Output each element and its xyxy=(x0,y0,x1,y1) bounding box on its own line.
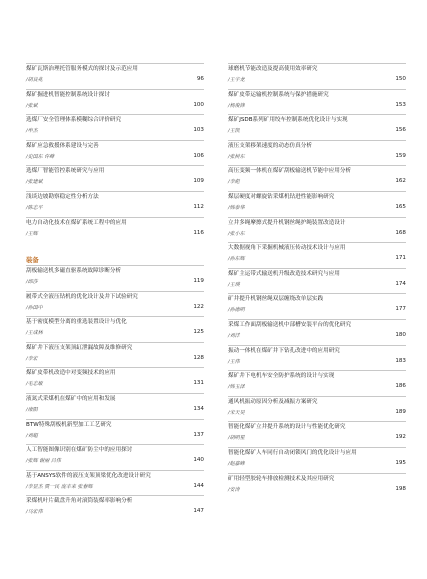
entry-page-number: 116 xyxy=(193,229,204,236)
entry-title: 矿用轻型胶轮车排放检测技术及其应用研究 xyxy=(228,475,335,482)
toc-entry[interactable] xyxy=(228,194,406,218)
entry-title: 煤矿主运带式输送机升级改造技术研究与应用 xyxy=(228,270,340,277)
entry-title: 球磨机节能改造及提高使用效率研究 xyxy=(228,66,318,72)
entry-title: 大数据视角下采掘机械液压传动技术设计与应用 xyxy=(228,245,346,252)
entry-divider xyxy=(26,114,204,115)
entry-authors: /马宏伟 xyxy=(26,509,43,516)
toc-entry[interactable] xyxy=(26,498,204,522)
entry-divider xyxy=(228,217,406,218)
entry-page-number: 106 xyxy=(193,152,204,159)
entry-title: 矿井提升机钢丝绳双层缠绕改单层实践 xyxy=(228,296,324,303)
entry-page-number: 156 xyxy=(395,127,406,134)
entry-page-number: 100 xyxy=(193,101,204,108)
entry-authors: /李显杰 贾一民 庞丰来 张春辉 xyxy=(26,483,93,490)
toc-entry[interactable] xyxy=(26,294,204,318)
entry-title: 煤矿皮带运输机控制系统与保护措施研究 xyxy=(228,91,329,98)
entry-authors: /张树东 xyxy=(228,153,245,160)
entry-divider xyxy=(228,319,406,320)
entry-authors: /史国东 许峰 xyxy=(26,153,55,160)
entry-page-number: 171 xyxy=(395,255,406,262)
entry-title: 履带式全液压钻机的优化设计及井下试验研究 xyxy=(26,293,138,300)
entry-authors: /王凯 xyxy=(228,128,240,135)
entry-authors: /李宏 xyxy=(26,355,38,362)
entry-title: 煤矿井下液压支架顶缸泄漏故障及维修研究 xyxy=(26,344,133,351)
entry-page-number: 144 xyxy=(193,482,204,489)
entry-page-number: 186 xyxy=(395,383,406,390)
section-heading-equipment: 装备 xyxy=(26,256,39,264)
toc-entry[interactable] xyxy=(228,399,406,423)
toc-entry[interactable] xyxy=(26,168,204,192)
entry-divider xyxy=(228,396,406,397)
toc-entry[interactable] xyxy=(228,92,406,116)
entry-divider xyxy=(26,470,204,471)
toc-entry[interactable] xyxy=(26,268,204,292)
toc-entry[interactable] xyxy=(26,370,204,394)
entry-page-number: 150 xyxy=(395,76,406,82)
entry-divider xyxy=(26,191,204,192)
entry-divider xyxy=(26,217,204,218)
entry-authors: /邱莎 xyxy=(26,279,38,285)
toc-entry[interactable] xyxy=(228,143,406,167)
toc-entry[interactable] xyxy=(228,450,406,474)
toc-entry[interactable] xyxy=(26,66,204,90)
entry-divider xyxy=(228,89,406,90)
entry-title: 基于密度模型分离的重选装置设计与优化 xyxy=(26,319,127,326)
entry-divider xyxy=(228,140,406,141)
toc-entry[interactable] xyxy=(26,220,204,244)
toc-entry[interactable] xyxy=(228,322,406,346)
entry-page-number: 103 xyxy=(193,127,204,134)
entry-authors: /赵嘉峰 xyxy=(228,461,245,467)
toc-entry[interactable] xyxy=(26,345,204,369)
entry-divider xyxy=(26,140,204,141)
entry-divider xyxy=(228,293,406,294)
entry-title: 采煤机叶片截盘升角对滚筒装煤率影响分析 xyxy=(26,498,133,505)
entry-page-number: 122 xyxy=(193,303,204,310)
toc-entry[interactable] xyxy=(26,447,204,471)
entry-title: 液氮式采煤机在煤矿中的应用和发展 xyxy=(26,396,116,402)
toc-entry[interactable] xyxy=(26,422,204,446)
entry-title: BTW特殊刮板机新型加工工艺研究 xyxy=(26,421,112,428)
entry-authors: /韩泰华 xyxy=(228,205,245,211)
toc-entry[interactable] xyxy=(228,348,406,372)
entry-authors: /韩玉泽 xyxy=(228,384,245,391)
entry-title: 电力自动化技术在煤矿系统工程中的应用 xyxy=(26,219,127,226)
entry-divider xyxy=(228,165,406,166)
toc-entry[interactable] xyxy=(228,373,406,397)
entry-divider xyxy=(228,114,406,115)
entry-title: 煤矿应急救援体系建设与完善 xyxy=(26,142,99,149)
entry-authors: /安涛 xyxy=(228,486,240,493)
entry-page-number: 153 xyxy=(395,101,406,108)
entry-divider xyxy=(26,393,204,394)
entry-page-number: 96 xyxy=(196,76,204,82)
entry-authors: /张辉 谢丽 吕伟 xyxy=(26,458,61,465)
entry-divider xyxy=(26,291,204,292)
entry-divider xyxy=(26,444,204,445)
toc-entry[interactable] xyxy=(26,143,204,167)
entry-page-number: 192 xyxy=(395,434,406,441)
entry-title: 选煤厂安全管理体系模糊综合评价研究 xyxy=(26,117,122,124)
entry-divider xyxy=(228,268,406,269)
entry-page-number: 198 xyxy=(395,485,406,492)
entry-authors: /刘超 xyxy=(26,432,38,439)
entry-authors: /孙德明 xyxy=(228,307,245,314)
entry-title: 煤矿井下电机车安全防护系统的设计与实现 xyxy=(228,373,335,380)
entry-page-number: 112 xyxy=(193,204,204,210)
entry-authors: /王伟 xyxy=(228,358,240,365)
entry-divider xyxy=(26,495,204,496)
entry-title: 采煤工作面刮板输送机中部槽安装平台的优化研究 xyxy=(228,322,352,328)
entry-authors: /王瑛 xyxy=(228,281,240,288)
entry-title: 刮板输送机多磁直驱系统故障诊断分析 xyxy=(26,268,122,274)
entry-authors: /张小东 xyxy=(228,230,245,237)
entry-authors: /康阳 xyxy=(26,407,38,413)
entry-authors: /申杰 xyxy=(26,128,38,135)
entry-divider xyxy=(228,447,406,448)
entry-authors: /胡明星 xyxy=(228,435,245,442)
entry-divider xyxy=(26,63,204,64)
entry-page-number: 183 xyxy=(395,357,406,364)
entry-authors: /孙东辉 xyxy=(228,256,245,263)
entry-authors: /张斌 xyxy=(26,102,38,109)
entry-page-number: 195 xyxy=(395,460,406,466)
entry-authors: /李彪 xyxy=(228,179,240,186)
entry-authors: /张建斌 xyxy=(26,179,43,186)
entry-title: 选煤厂智能管控系统研究与应用 xyxy=(26,168,105,175)
entry-page-number: 131 xyxy=(193,380,204,387)
entry-divider xyxy=(26,342,204,343)
toc-entry[interactable] xyxy=(26,117,204,141)
entry-divider xyxy=(228,242,406,243)
entry-divider xyxy=(228,63,406,64)
entry-authors: /王成林 xyxy=(26,330,43,337)
toc-entry[interactable] xyxy=(228,66,406,90)
entry-title: 煤矿掘进机智能控制系统设计探讨 xyxy=(26,91,110,98)
toc-entry[interactable] xyxy=(26,194,204,218)
entry-title: 通风机振动原因分析及减振方案研究 xyxy=(228,398,318,405)
entry-page-number: 137 xyxy=(193,431,204,438)
entry-title: 煤矿JSDB系列矿用绞车控制系统优化设计与实现 xyxy=(228,117,348,124)
entry-authors: /胡良兆 xyxy=(26,77,43,83)
entry-page-number: 189 xyxy=(395,408,406,415)
toc-entry[interactable] xyxy=(228,245,406,269)
toc-entry[interactable] xyxy=(228,271,406,295)
entry-title: 智能化煤矿人车同行自动闭锁风门的优化设计与应用 xyxy=(228,450,357,456)
entry-authors: /王宇龙 xyxy=(228,77,245,83)
entry-title: 煤矿瓦斯治理托管服务模式的探讨及示范应用 xyxy=(26,66,138,72)
entry-page-number: 159 xyxy=(395,152,406,159)
toc-entry[interactable] xyxy=(228,476,406,500)
entry-divider xyxy=(228,421,406,422)
toc-entry[interactable] xyxy=(26,92,204,116)
entry-page-number: 180 xyxy=(395,332,406,338)
entry-page-number: 165 xyxy=(395,204,406,210)
entry-title: 煤层硬度对螺旋钻采煤机钻进性能影响研究 xyxy=(228,194,335,200)
entry-title: 浅谈边坡勘察稳定性分析方法 xyxy=(26,194,99,200)
entry-divider xyxy=(228,473,406,474)
entry-page-number: 174 xyxy=(395,280,406,287)
entry-divider xyxy=(26,419,204,420)
toc-entry[interactable] xyxy=(26,396,204,420)
entry-authors: /陈志平 xyxy=(26,205,43,211)
entry-page-number: 125 xyxy=(193,329,204,336)
entry-divider xyxy=(228,370,406,371)
entry-page-number: 134 xyxy=(193,406,204,412)
entry-divider xyxy=(26,89,204,90)
entry-divider xyxy=(228,345,406,346)
entry-authors: /毛志敏 xyxy=(26,381,43,388)
toc-entry[interactable] xyxy=(26,473,204,497)
entry-title: 煤矿皮带机改造中对变频技术的应用 xyxy=(26,370,116,377)
entry-title: 立井多绳摩擦式提升机钢丝绳护绳装置改造设计 xyxy=(228,219,346,226)
entry-page-number: 177 xyxy=(395,306,406,313)
entry-title: 人工智能图像识别在煤矿防尘中的应用探讨 xyxy=(26,447,133,454)
entry-authors: /杨俊锋 xyxy=(228,102,245,109)
entry-title: 智能化煤矿立井提升系统的设计与性能优化研究 xyxy=(228,424,346,431)
toc-entry[interactable] xyxy=(228,424,406,448)
entry-authors: /孙国中 xyxy=(26,304,43,311)
entry-divider xyxy=(26,165,204,166)
entry-title: 高压变频一体机在煤矿刮板输送机节能中应用分析 xyxy=(228,168,352,175)
entry-page-number: 119 xyxy=(193,278,204,284)
entry-divider xyxy=(228,191,406,192)
toc-entry[interactable] xyxy=(228,168,406,192)
entry-page-number: 162 xyxy=(395,178,406,185)
entry-authors: /刘洋 xyxy=(228,333,240,339)
toc-entry[interactable] xyxy=(228,296,406,320)
toc-entry[interactable] xyxy=(228,220,406,244)
entry-title: 液压支架移架速度的动态仿真分析 xyxy=(228,142,312,149)
entry-divider xyxy=(26,316,204,317)
entry-title: 振动一体机在煤矿井下钻孔改进中的应用研究 xyxy=(228,347,340,354)
entry-page-number: 168 xyxy=(395,229,406,236)
entry-page-number: 109 xyxy=(193,178,204,185)
entry-authors: /王辉 xyxy=(26,230,38,237)
entry-divider xyxy=(26,367,204,368)
entry-title: 基于ANSYS软件的液压支架顶梁优化改进设计研究 xyxy=(26,472,151,479)
entry-authors: /宋天昊 xyxy=(228,409,245,416)
entry-divider xyxy=(26,265,204,266)
toc-entry[interactable] xyxy=(26,319,204,343)
entry-page-number: 147 xyxy=(193,508,204,515)
entry-page-number: 128 xyxy=(193,354,204,361)
toc-entry[interactable] xyxy=(228,117,406,141)
entry-page-number: 140 xyxy=(193,457,204,464)
